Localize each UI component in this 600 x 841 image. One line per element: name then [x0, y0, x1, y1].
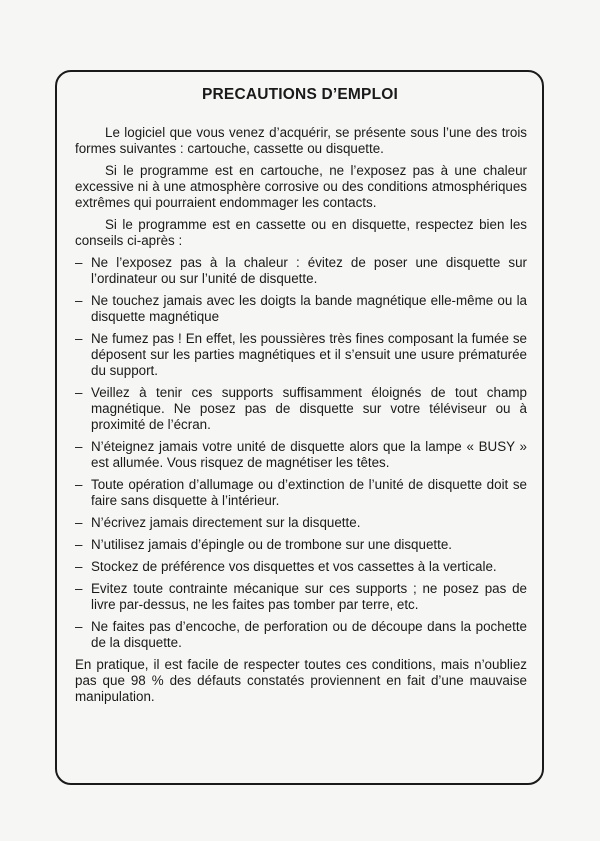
list-item — [75, 559, 527, 575]
list-item — [75, 581, 527, 613]
list-item — [75, 293, 527, 325]
list-item — [75, 331, 527, 379]
bullet-dash: – — [75, 537, 83, 552]
conclusion-paragraph: En pratique, il est facile de respecter toutes ces conditions, mais n’oubliez pas que 98 % des défauts constatés proviennent en fait d’une mauvaise manipulation. — [75, 657, 527, 704]
list-item-text: N’utilisez jamais d’épingle ou de trombone sur une disquette. — [91, 537, 453, 552]
list-item-text: Ne l’exposez pas à la chaleur : évitez de poser une disquette sur l’ordinateur ou sur l’unité de disquette. — [91, 255, 527, 286]
bullet-dash: – — [75, 439, 83, 454]
list-item-text: Evitez toute contrainte mécanique sur ces supports ; ne posez pas de livre par-dessus, ne les faites pas tomber par terre, etc. — [91, 581, 527, 612]
list-item — [75, 515, 527, 531]
bullet-dash: – — [75, 385, 83, 400]
cassette-disk-paragraph: Si le programme est en cassette ou en disquette, respectez bien les conseils ci-après : — [75, 217, 527, 248]
bullet-dash: – — [75, 619, 83, 634]
intro-paragraph: Le logiciel que vous venez d’acquérir, se présente sous l’une des trois formes suivantes : cartouche, cassette ou disquette. — [75, 125, 527, 156]
cartridge-paragraph: Si le programme est en cartouche, ne l’exposez pas à une chaleur excessive ni à une atmosphère corrosive ou des conditions atmosphériques extrêmes qui pourraient endommager les contacts. — [75, 163, 527, 210]
list-item — [75, 439, 527, 471]
precautions-list — [75, 255, 527, 651]
list-item — [75, 385, 527, 433]
list-item-text: Ne faites pas d’encoche, de perforation ou de découpe dans la pochette de la disquette. — [91, 619, 527, 650]
list-item — [75, 255, 527, 287]
list-item-text: Ne fumez pas ! En effet, les poussières très fines composant la fumée se déposent sur les parties magnétiques et il s’ensuit une usure prématurée du support. — [91, 331, 527, 378]
list-item — [75, 477, 527, 509]
list-item — [75, 619, 527, 651]
list-item-text: N’éteignez jamais votre unité de disquette alors que la lampe « BUSY » est allumée. Vous risquez de magnétiser les têtes. — [91, 439, 527, 470]
bullet-dash: – — [75, 559, 83, 574]
list-item-text: Veillez à tenir ces supports suffisamment éloignés de tout champ magnétique. Ne posez pas de disquette sur votre téléviseur ou à proximité de l’écran. — [91, 385, 527, 432]
document-body — [75, 125, 527, 711]
bullet-dash: – — [75, 293, 83, 308]
list-item — [75, 537, 527, 553]
bullet-dash: – — [75, 477, 83, 492]
list-item-text: Toute opération d’allumage ou d’extinction de l’unité de disquette doit se faire sans disquette à l’intérieur. — [91, 477, 527, 508]
bullet-dash: – — [75, 581, 83, 596]
bullet-dash: – — [75, 255, 83, 270]
list-item-text: Stockez de préférence vos disquettes et vos cassettes à la verticale. — [91, 559, 497, 574]
list-item-text: Ne touchez jamais avec les doigts la bande magnétique elle-même ou la disquette magnétique — [91, 293, 527, 324]
list-item-text: N’écrivez jamais directement sur la disquette. — [91, 515, 361, 530]
page-title: PRECAUTIONS D’EMPLOI — [201, 86, 399, 103]
bullet-dash: – — [75, 331, 83, 346]
bullet-dash: – — [75, 515, 83, 530]
